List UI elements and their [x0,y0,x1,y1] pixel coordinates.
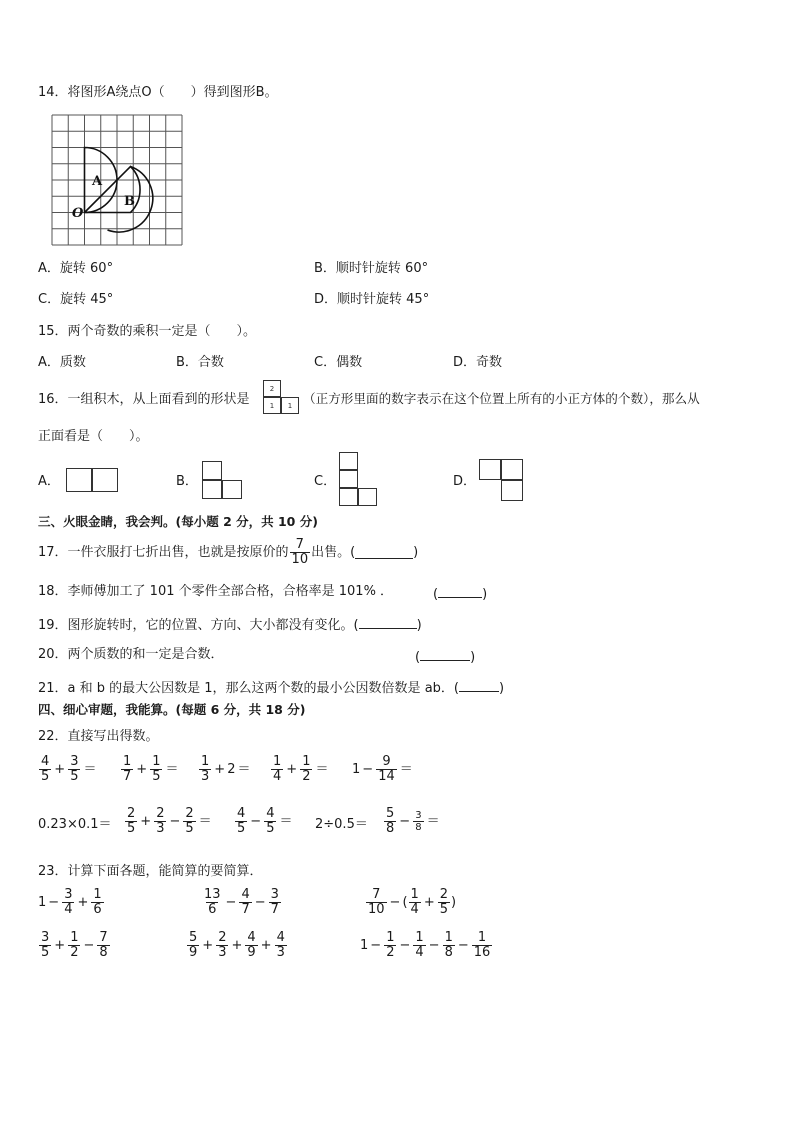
q16-stem-line2: 正面看是（ ）。 [38,429,149,444]
q19-answer-blank[interactable] [359,616,417,629]
q20-answer: ( ) [415,650,476,665]
q19: 19．图形旋转时，它的位置、方向、大小都没有变化。( ) [38,618,422,633]
q16-option-b-figure [202,461,242,499]
q21-answer-blank[interactable] [459,679,499,692]
q22-expr-6: 0.23×0.1＝ [38,817,112,832]
q22-expr-7: $\frac{2}{5}$ + $\frac{2}{3}$ − $\frac{2}{5}$ ＝ [127,806,212,837]
q23-expr-4: $\frac{3}{5}$ + $\frac{1}{2}$ − $\frac{7}{8}$ [41,930,108,961]
q16-option-a[interactable]: A． [38,474,60,489]
q18-answer-blank[interactable] [438,585,482,598]
q17: 17．一件衣服打七折出售，也就是按原价的 $\frac{7}{10}$ 出售。( ) [38,537,419,568]
q21: 21．a 和 b 的最大公因数是 1，那么这两个数的最小公因数倍数是 ab．( ) [38,681,505,696]
top-view-cell: 1 [281,397,299,414]
q16-option-a-figure [66,468,118,492]
q20-answer-blank[interactable] [420,648,470,661]
q16-option-c[interactable]: C． [314,474,337,489]
q22-expr-5: 1 − $\frac{9}{14}$ ＝ [352,754,413,785]
q14-option-c[interactable]: C．旋转 45° [38,292,114,307]
q14-option-b[interactable]: B．顺时针旋转 60° [314,261,429,276]
q14-option-d[interactable]: D．顺时针旋转 45° [314,292,430,307]
q17-answer-blank[interactable] [355,546,413,559]
q16-option-d-figure [479,459,523,501]
label-b: B [124,194,135,209]
q22-stem: 22．直接写出得数。 [38,729,159,744]
q23-expr-3: $\frac{7}{10}$ − ( $\frac{1}{4}$ + $\frac{2}{5}$ ) [368,887,457,918]
q15-option-d[interactable]: D．奇数 [453,355,503,370]
q23-expr-5: $\frac{5}{9}$ + $\frac{2}{3}$ + $\frac{4}{9}$ + $\frac{4}{3}$ [189,930,285,961]
q16-top-view [263,380,299,414]
q18-answer: ( ) [433,587,488,602]
q16-option-d[interactable]: D． [453,474,477,489]
q22-expr-4: $\frac{1}{4}$ + $\frac{1}{2}$ ＝ [273,754,329,785]
q16-stem-after: （正方形里面的数字表示在这个位置上所有的小正方体的个数），那么从 [303,391,700,406]
label-o: O [72,206,84,221]
q20: 20．两个质数的和一定是合数． [38,647,224,662]
q22-expr-9: 2÷0.5＝ [315,817,368,832]
q23-stem: 23．计算下面各题，能简算的要简算． [38,864,263,879]
q17-fraction: $\frac{7}{10}$ [291,537,309,568]
label-a: A [92,174,103,189]
q22-expr-1: $\frac{4}{5}$ + $\frac{3}{5}$ ＝ [41,754,97,785]
top-view-cell: 1 [263,397,281,414]
q14-rotation-figure [50,113,184,247]
q22-expr-10: $\frac{5}{8}$ − $\frac{3}{8}$ ＝ [386,806,440,837]
q16-option-b[interactable]: B． [176,474,198,489]
q15-option-a[interactable]: A．质数 [38,355,86,370]
q23-expr-6: 1 − $\frac{1}{2}$ − $\frac{1}{4}$ − $\frac{1}{8}$ − $\frac{1}{16}$ [360,930,491,961]
q16-stem-before: 16．一组积木，从上面看到的形状是 [38,392,250,407]
section-3-title: 三、火眼金睛，我会判。(每小题 2 分，共 10 分) [38,514,318,529]
q15-option-c[interactable]: C．偶数 [314,355,363,370]
q23-expr-1: 1 − $\frac{3}{4}$ + $\frac{1}{6}$ [38,887,102,918]
q18: 18．李师傅加工了 101 个零件全部合格，合格率是 101% ． [38,584,394,599]
q14-option-a[interactable]: A．旋转 60° [38,261,114,276]
q23-expr-2: $\frac{13}{6}$ − $\frac{4}{7}$ − $\frac{3}{7}$ [204,887,279,918]
q22-expr-3: $\frac{1}{3}$ + 2 ＝ [201,754,251,785]
top-view-cell: 2 [263,380,281,397]
q14-stem: 14．将图形A绕点O（ ）得到图形B。 [38,85,278,100]
q22-expr-8: $\frac{4}{5}$ − $\frac{4}{5}$ ＝ [237,806,293,837]
q22-expr-2: $\frac{1}{7}$ + $\frac{1}{5}$ ＝ [123,754,179,785]
section-4-title: 四、细心审题，我能算。(每题 6 分，共 18 分) [38,702,306,717]
q16-option-c-figure [339,452,377,506]
q15-stem: 15．两个奇数的乘积一定是（ ）。 [38,324,257,339]
q15-option-b[interactable]: B．合数 [176,355,224,370]
